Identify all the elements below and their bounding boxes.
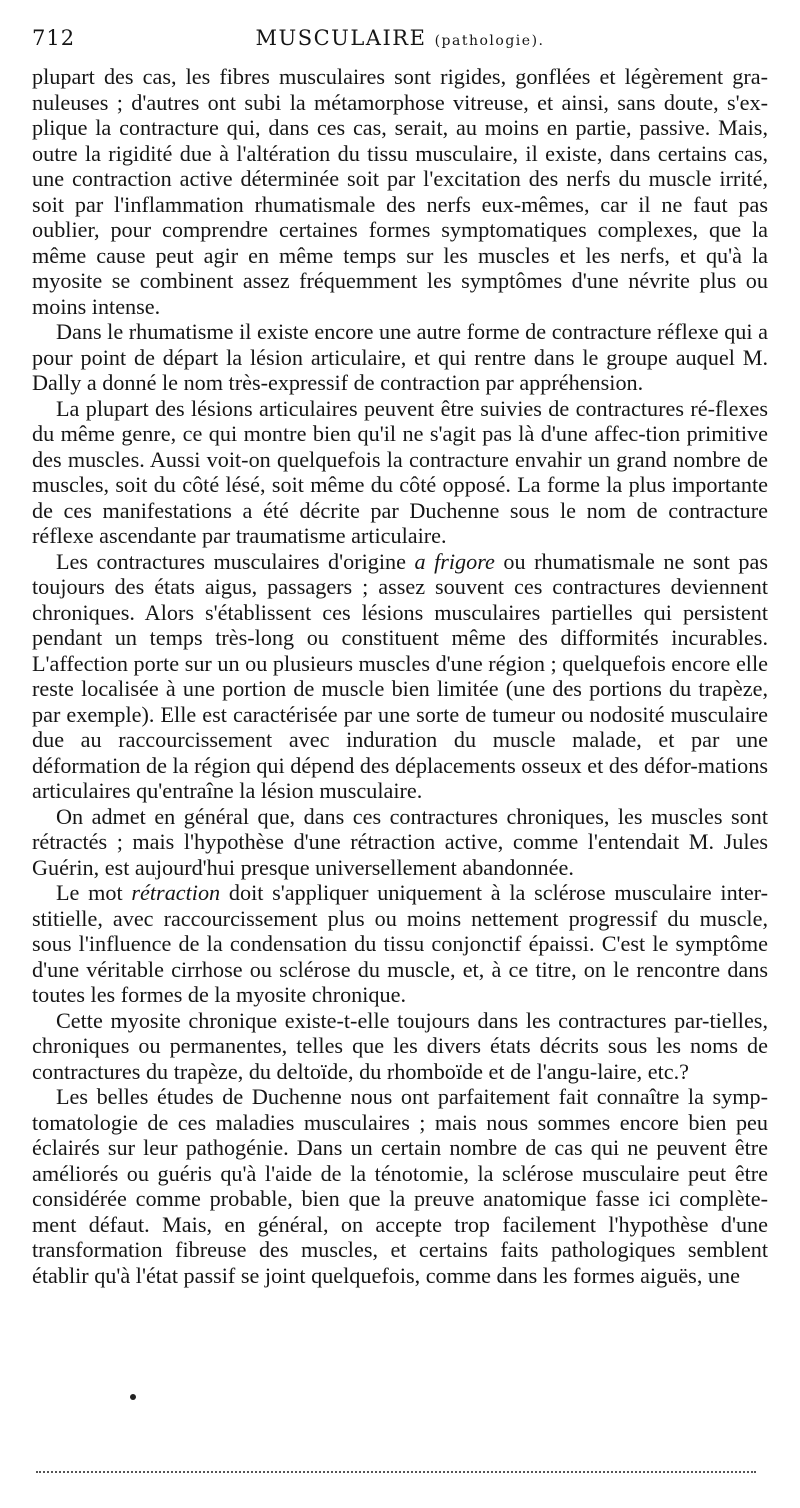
paragraph xyxy=(32,1008,768,1085)
running-title-subtitle: (pathologie). xyxy=(434,33,545,49)
paragraph-text: ou rhumatismale ne sont pas toujours des états aigus, passagers ; assez souvent ces contractures deviennent chroniques. Alors s'établissent ces lésions musculaires partielles qui persistent pendant un temps très-long ou constituent même des difformités incurables. L'affection porte sur un ou plusieurs muscles d'une région ; quelquefois encore elle reste localisée à une portion de muscle bien limitée (une des portions du trapèze, par exemple). Elle est caractérisée par une sorte de tumeur ou nodosité musculaire due au raccourcissement avec induration du muscle malade, et par une déformation de la région qui dépend des déplacements osseux et des défor-mations articulaires qu'entraîne la lésion musculaire. xyxy=(32,548,768,803)
paragraph-text: Cette myosite chronique existe-t-elle toujours dans les contractures par-tielles, chroniques ou permanentes, telles que les divers états décrits sous les noms de contractures du trapèze, du deltoïde, du rhomboïde et de l'angu-laire, etc.? xyxy=(32,1007,768,1084)
paragraph-text: Les belles études de Duchenne nous ont parfaitement fait connaître la symp-tomatologie de ces maladies musculaires ; mais nous sommes encore bien peu éclairés sur leur pathogénie. Dans un certain nombre de cas qui ne peuvent être améliorés ou guéris qu'à l'aide de la ténotomie, la sclérose musculaire peut être considérée comme probable, bien que la preuve anatomique fasse ici complète-ment défaut. Mais, en général, on accepte trop facilement l'hypothèse d'une transformation fibreuse des muscles, et certains faits pathologiques semblent établir qu'à l'état passif se joint quelquefois, comme dans les formes aiguës, une xyxy=(32,1084,768,1288)
paragraph xyxy=(32,319,768,396)
paragraph-text: Le mot xyxy=(56,880,132,905)
running-title xyxy=(32,26,768,50)
paragraph xyxy=(32,880,768,1008)
footer-rule xyxy=(36,1471,756,1473)
paragraph-text: Les contractures musculaires d'origine xyxy=(56,548,415,574)
paragraph-text: Dans le rhumatisme il existe encore une autre forme de contracture réflexe qui a pour point de départ la lésion articulaire, et qui rentre dans le groupe auquel M. Dally a donné le nom très-expressif de contraction par appréhension. xyxy=(32,319,768,395)
paragraph xyxy=(32,804,768,881)
italic-term: rétraction xyxy=(131,880,221,905)
page-number: 712 xyxy=(32,26,76,50)
paragraph-text: On admet en général que, dans ces contractures chroniques, les muscles sont rétractés ; mais l'hypothèse d'une rétraction active, comme l'entendait M. Jules Guérin, est aujourd'hui presque universellement abandonnée. xyxy=(32,803,768,880)
italic-term: a frigore xyxy=(414,548,495,574)
running-title-main: MUSCULAIRE xyxy=(255,26,427,50)
running-head xyxy=(32,26,768,58)
stray-mark xyxy=(130,1394,136,1400)
paragraph xyxy=(32,1084,768,1288)
paragraph-text: La plupart des lésions articulaires peuvent être suivies de contractures ré-flexes du même genre, ce qui montre bien qu'il ne s'agit pas là d'une affec-tion primitive des muscles. Aussi voit-on quelquefois la contracture envahir un grand nombre de muscles, soit du côté lésé, soit même du côté opposé. La forme la plus importante de ces manifestations a été décrite par Duchenne sous le nom de contracture réflexe ascendante par traumatisme articulaire. xyxy=(32,395,768,548)
paragraph-text: plupart des cas, les fibres musculaires sont rigides, gonflées et légèrement gra-nuleuses ; d'autres ont subi la métamorphose vitreuse, et ainsi, sans doute, s'ex-plique la contracture qui, dans ces cas, serait, au moins en partie, passive. Mais, outre la rigidité due à l'altération du tissu musculaire, il existe, dans certains cas, une contraction active déterminée soit par l'excitation des nerfs du muscle irrité, soit par l'inflammation rhumatismale des nerfs eux-mêmes, car il ne faut pas oublier, pour comprendre certaines formes symptomatiques complexes, que la même cause peut agir en même temps sur les muscles et les nerfs, et qu'à la myosite se combinent assez fréquemment les symptômes d'une névrite plus ou moins intense. xyxy=(32,64,768,319)
body-text xyxy=(32,64,768,1288)
paragraph-text: doit s'appliquer uniquement à la sclérose musculaire inter-stitielle, avec raccourcissement plus ou moins nettement progressif du muscle, sous l'influence de la condensation du tissu conjonctif épaissi. C'est le symptôme d'une véritable cirrhose ou sclérose du muscle, et, à ce titre, on le rencontre dans toutes les formes de la myosite chronique. xyxy=(32,880,769,1007)
paragraph xyxy=(32,396,768,549)
paragraph xyxy=(32,64,768,319)
paragraph xyxy=(32,549,768,804)
